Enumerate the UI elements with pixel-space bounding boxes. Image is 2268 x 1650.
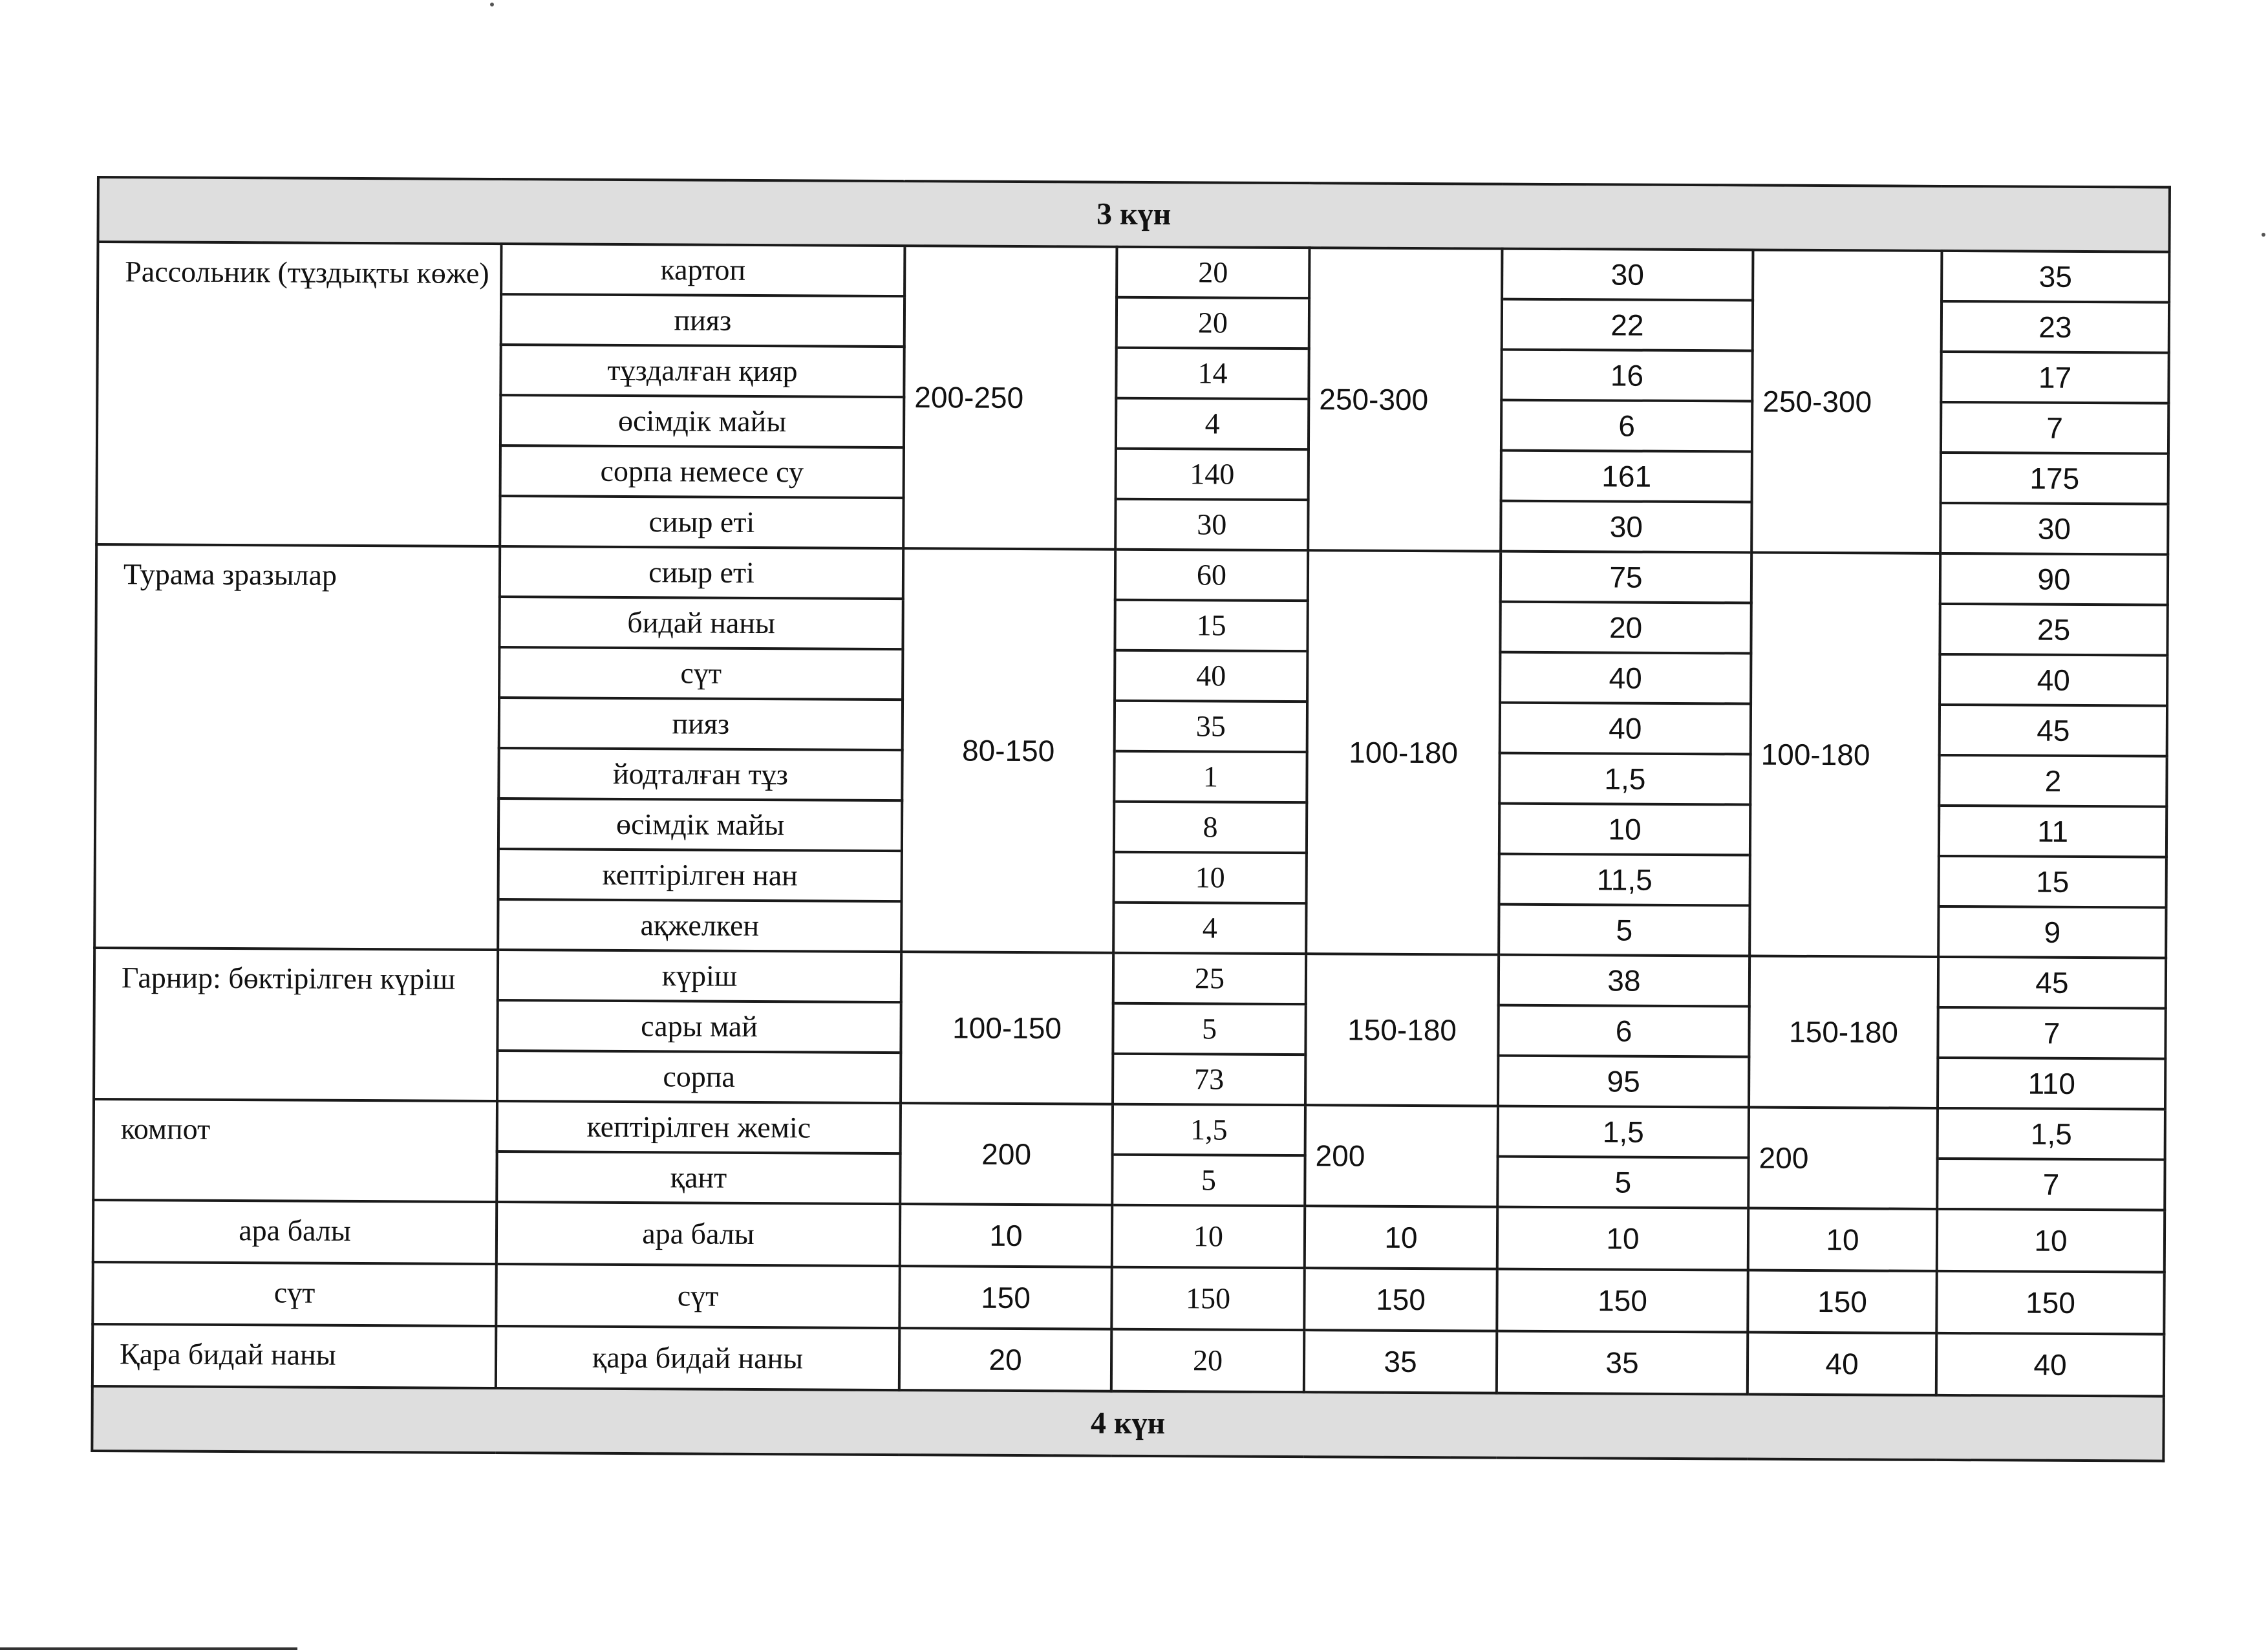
ingredient-name: сорпа немесе су	[500, 445, 904, 498]
dish-name: компот	[93, 1099, 497, 1202]
ingredient-name: сүт	[499, 647, 903, 700]
portion-size-group-2: 35	[1304, 1330, 1497, 1393]
ingredient-name: пияз	[499, 698, 903, 750]
portion-size-group-1: 200-250	[903, 246, 1117, 550]
ingredient-name: кептірілген жеміс	[497, 1101, 901, 1153]
day-4-title: 4 күн	[92, 1386, 2164, 1461]
ingredient-name: қара бидай наны	[496, 1326, 899, 1390]
ingredient-name: тұздалған қияр	[500, 345, 904, 397]
menu-table-wrapper	[91, 176, 2168, 1462]
ingredient-amount-group-3: 15	[1939, 856, 2166, 908]
ingredient-amount-group-3: 175	[1941, 453, 2168, 504]
ingredient-name: ақжелкен	[498, 899, 901, 952]
ingredient-row	[98, 242, 2169, 303]
ingredient-amount-group-3: 45	[1940, 705, 2167, 756]
ingredient-amount-group-1: 30	[1115, 499, 1308, 550]
ingredient-amount-group-3: 25	[1940, 604, 2167, 656]
ingredient-name: бидай наны	[499, 597, 903, 649]
ingredient-name: сүт	[496, 1264, 899, 1328]
ingredient-amount-group-1: 8	[1114, 802, 1307, 853]
dish-name: Турама зразылар	[94, 544, 500, 950]
day-3-title: 3 күн	[98, 177, 2170, 252]
portion-size-group-1: 80-150	[901, 548, 1115, 953]
ingredient-amount-group-3: 35	[1942, 251, 2169, 303]
ingredient-amount-group-3: 1,5	[1938, 1108, 2165, 1160]
scan-edge-line	[0, 1647, 297, 1650]
ingredient-amount-group-3: 11	[1939, 806, 2166, 857]
ingredient-amount-group-3: 40	[1940, 654, 2167, 706]
ingredient-amount-group-1: 20	[1117, 247, 1309, 298]
portion-size-group-3: 150-180	[1749, 956, 1938, 1108]
ingredient-amount-group-2: 22	[1502, 299, 1753, 351]
ingredient-amount-group-2: 95	[1498, 1056, 1749, 1108]
dish-name: сүт	[92, 1262, 496, 1326]
ingredient-amount-group-2: 30	[1502, 249, 1753, 301]
ingredient-name: сорпа	[497, 1051, 901, 1103]
menu-table	[91, 176, 2171, 1462]
ingredient-amount-group-2: 10	[1499, 804, 1750, 855]
ingredient-amount-group-3: 17	[1941, 352, 2168, 403]
ingredient-amount-group-2: 11,5	[1499, 854, 1750, 906]
ingredient-amount-group-1: 140	[1116, 449, 1309, 500]
portion-size-group-3: 150	[1748, 1270, 1936, 1333]
ingredient-amount-group-3: 10	[1937, 1209, 2165, 1272]
ingredient-row	[94, 948, 2166, 1009]
ingredient-row	[93, 1200, 2165, 1272]
portion-size-group-3: 100-180	[1749, 553, 1940, 957]
portion-size-group-2: 250-300	[1308, 248, 1502, 551]
ingredient-row	[94, 1099, 2165, 1160]
ingredient-name: өсімдік майы	[498, 798, 902, 851]
ingredient-row	[92, 1262, 2164, 1334]
ingredient-amount-group-1: 4	[1113, 903, 1306, 954]
portion-size-group-2: 100-180	[1306, 550, 1501, 954]
ingredient-amount-group-1: 14	[1116, 348, 1309, 399]
ingredient-name: сары май	[497, 1000, 901, 1053]
ingredient-amount-group-2: 6	[1501, 400, 1752, 452]
ingredient-amount-group-1: 1,5	[1113, 1104, 1305, 1155]
ingredient-amount-group-3: 30	[1940, 503, 2168, 555]
ingredient-name: картоп	[501, 244, 904, 296]
ingredient-amount-group-2: 6	[1498, 1005, 1749, 1057]
day-header-row	[98, 177, 2170, 252]
ingredient-amount-group-3: 23	[1942, 301, 2169, 353]
ingredient-amount-group-1: 5	[1113, 1003, 1305, 1055]
ingredient-row	[92, 1324, 2164, 1397]
ingredient-name: пияз	[501, 294, 904, 347]
ingredient-amount-group-1: 150	[1111, 1267, 1304, 1330]
ingredient-amount-group-2: 20	[1500, 602, 1751, 654]
ingredient-amount-group-2: 5	[1499, 905, 1749, 956]
portion-size-group-3: 250-300	[1751, 250, 1942, 553]
menu-table-body	[92, 177, 2170, 1461]
ingredient-amount-group-2: 1,5	[1498, 1106, 1749, 1158]
ingredient-name: ара балы	[497, 1202, 900, 1266]
portion-size-group-1: 100-150	[901, 952, 1113, 1104]
dish-name: Қара бидай наны	[92, 1324, 496, 1388]
portion-size-group-1: 10	[900, 1204, 1112, 1267]
ingredient-amount-group-3: 110	[1938, 1058, 2165, 1109]
ingredient-amount-group-1: 40	[1115, 650, 1307, 702]
ingredient-amount-group-3: 2	[1939, 755, 2166, 807]
scan-speck	[2262, 233, 2265, 237]
ingredient-name: кептірілген нан	[498, 849, 902, 901]
ingredient-amount-group-2: 38	[1499, 955, 1749, 1007]
ingredient-amount-group-2: 5	[1497, 1157, 1748, 1208]
ingredient-amount-group-3: 150	[1936, 1271, 2165, 1334]
ingredient-amount-group-1: 35	[1115, 701, 1307, 752]
dish-name: Гарнир: бөктірілген күріш	[94, 948, 498, 1101]
day-header-row	[92, 1386, 2164, 1461]
ingredient-name: сиыр еті	[500, 546, 903, 599]
ingredient-name: йодталған тұз	[498, 748, 902, 800]
ingredient-amount-group-2: 35	[1497, 1331, 1748, 1395]
ingredient-amount-group-1: 4	[1116, 398, 1309, 449]
ingredient-amount-group-3: 7	[1941, 402, 2168, 454]
scan-speck	[490, 3, 494, 6]
ingredient-amount-group-1: 20	[1117, 297, 1309, 348]
ingredient-row	[96, 544, 2168, 605]
ingredient-amount-group-3: 45	[1938, 957, 2166, 1009]
ingredient-amount-group-2: 75	[1501, 552, 1751, 603]
portion-size-group-2: 200	[1305, 1105, 1498, 1206]
ingredient-amount-group-1: 15	[1115, 600, 1307, 651]
ingredient-amount-group-3: 40	[1936, 1333, 2165, 1397]
ingredient-amount-group-2: 150	[1497, 1269, 1748, 1333]
ingredient-amount-group-3: 9	[1938, 906, 2166, 958]
ingredient-amount-group-1: 25	[1113, 953, 1306, 1004]
ingredient-amount-group-1: 10	[1114, 852, 1307, 903]
ingredient-amount-group-1: 5	[1112, 1155, 1305, 1206]
portion-size-group-2: 10	[1305, 1206, 1497, 1269]
ingredient-name: өсімдік майы	[500, 395, 904, 447]
ingredient-amount-group-2: 161	[1501, 451, 1752, 502]
ingredient-name: күріш	[498, 950, 901, 1002]
ingredient-amount-group-1: 1	[1114, 751, 1307, 802]
ingredient-amount-group-2: 1,5	[1499, 753, 1750, 805]
portion-size-group-2: 150-180	[1305, 954, 1499, 1106]
ingredient-amount-group-1: 73	[1113, 1054, 1305, 1105]
ingredient-amount-group-3: 90	[1940, 553, 2168, 605]
ingredient-amount-group-2: 16	[1501, 350, 1752, 402]
ingredient-amount-group-2: 30	[1501, 501, 1751, 553]
ingredient-amount-group-3: 7	[1938, 1007, 2165, 1059]
portion-size-group-1: 200	[900, 1103, 1113, 1205]
ingredient-name: қант	[497, 1152, 900, 1204]
ingredient-name: сиыр еті	[500, 496, 903, 548]
ingredient-amount-group-1: 60	[1115, 550, 1308, 601]
ingredient-amount-group-2: 10	[1497, 1207, 1748, 1270]
portion-size-group-3: 40	[1748, 1332, 1936, 1395]
ingredient-amount-group-1: 20	[1111, 1329, 1304, 1392]
dish-name: Рассольник (тұздықты көже)	[96, 242, 501, 546]
portion-size-group-3: 200	[1748, 1108, 1938, 1209]
portion-size-group-2: 150	[1304, 1268, 1497, 1331]
portion-size-group-1: 20	[899, 1328, 1111, 1391]
ingredient-amount-group-2: 40	[1500, 652, 1751, 704]
ingredient-amount-group-2: 40	[1500, 703, 1751, 755]
dish-name: ара балы	[93, 1200, 497, 1264]
ingredient-amount-group-1: 10	[1112, 1205, 1305, 1268]
portion-size-group-3: 10	[1748, 1208, 1937, 1271]
portion-size-group-1: 150	[899, 1266, 1111, 1329]
ingredient-amount-group-3: 7	[1937, 1159, 2165, 1210]
